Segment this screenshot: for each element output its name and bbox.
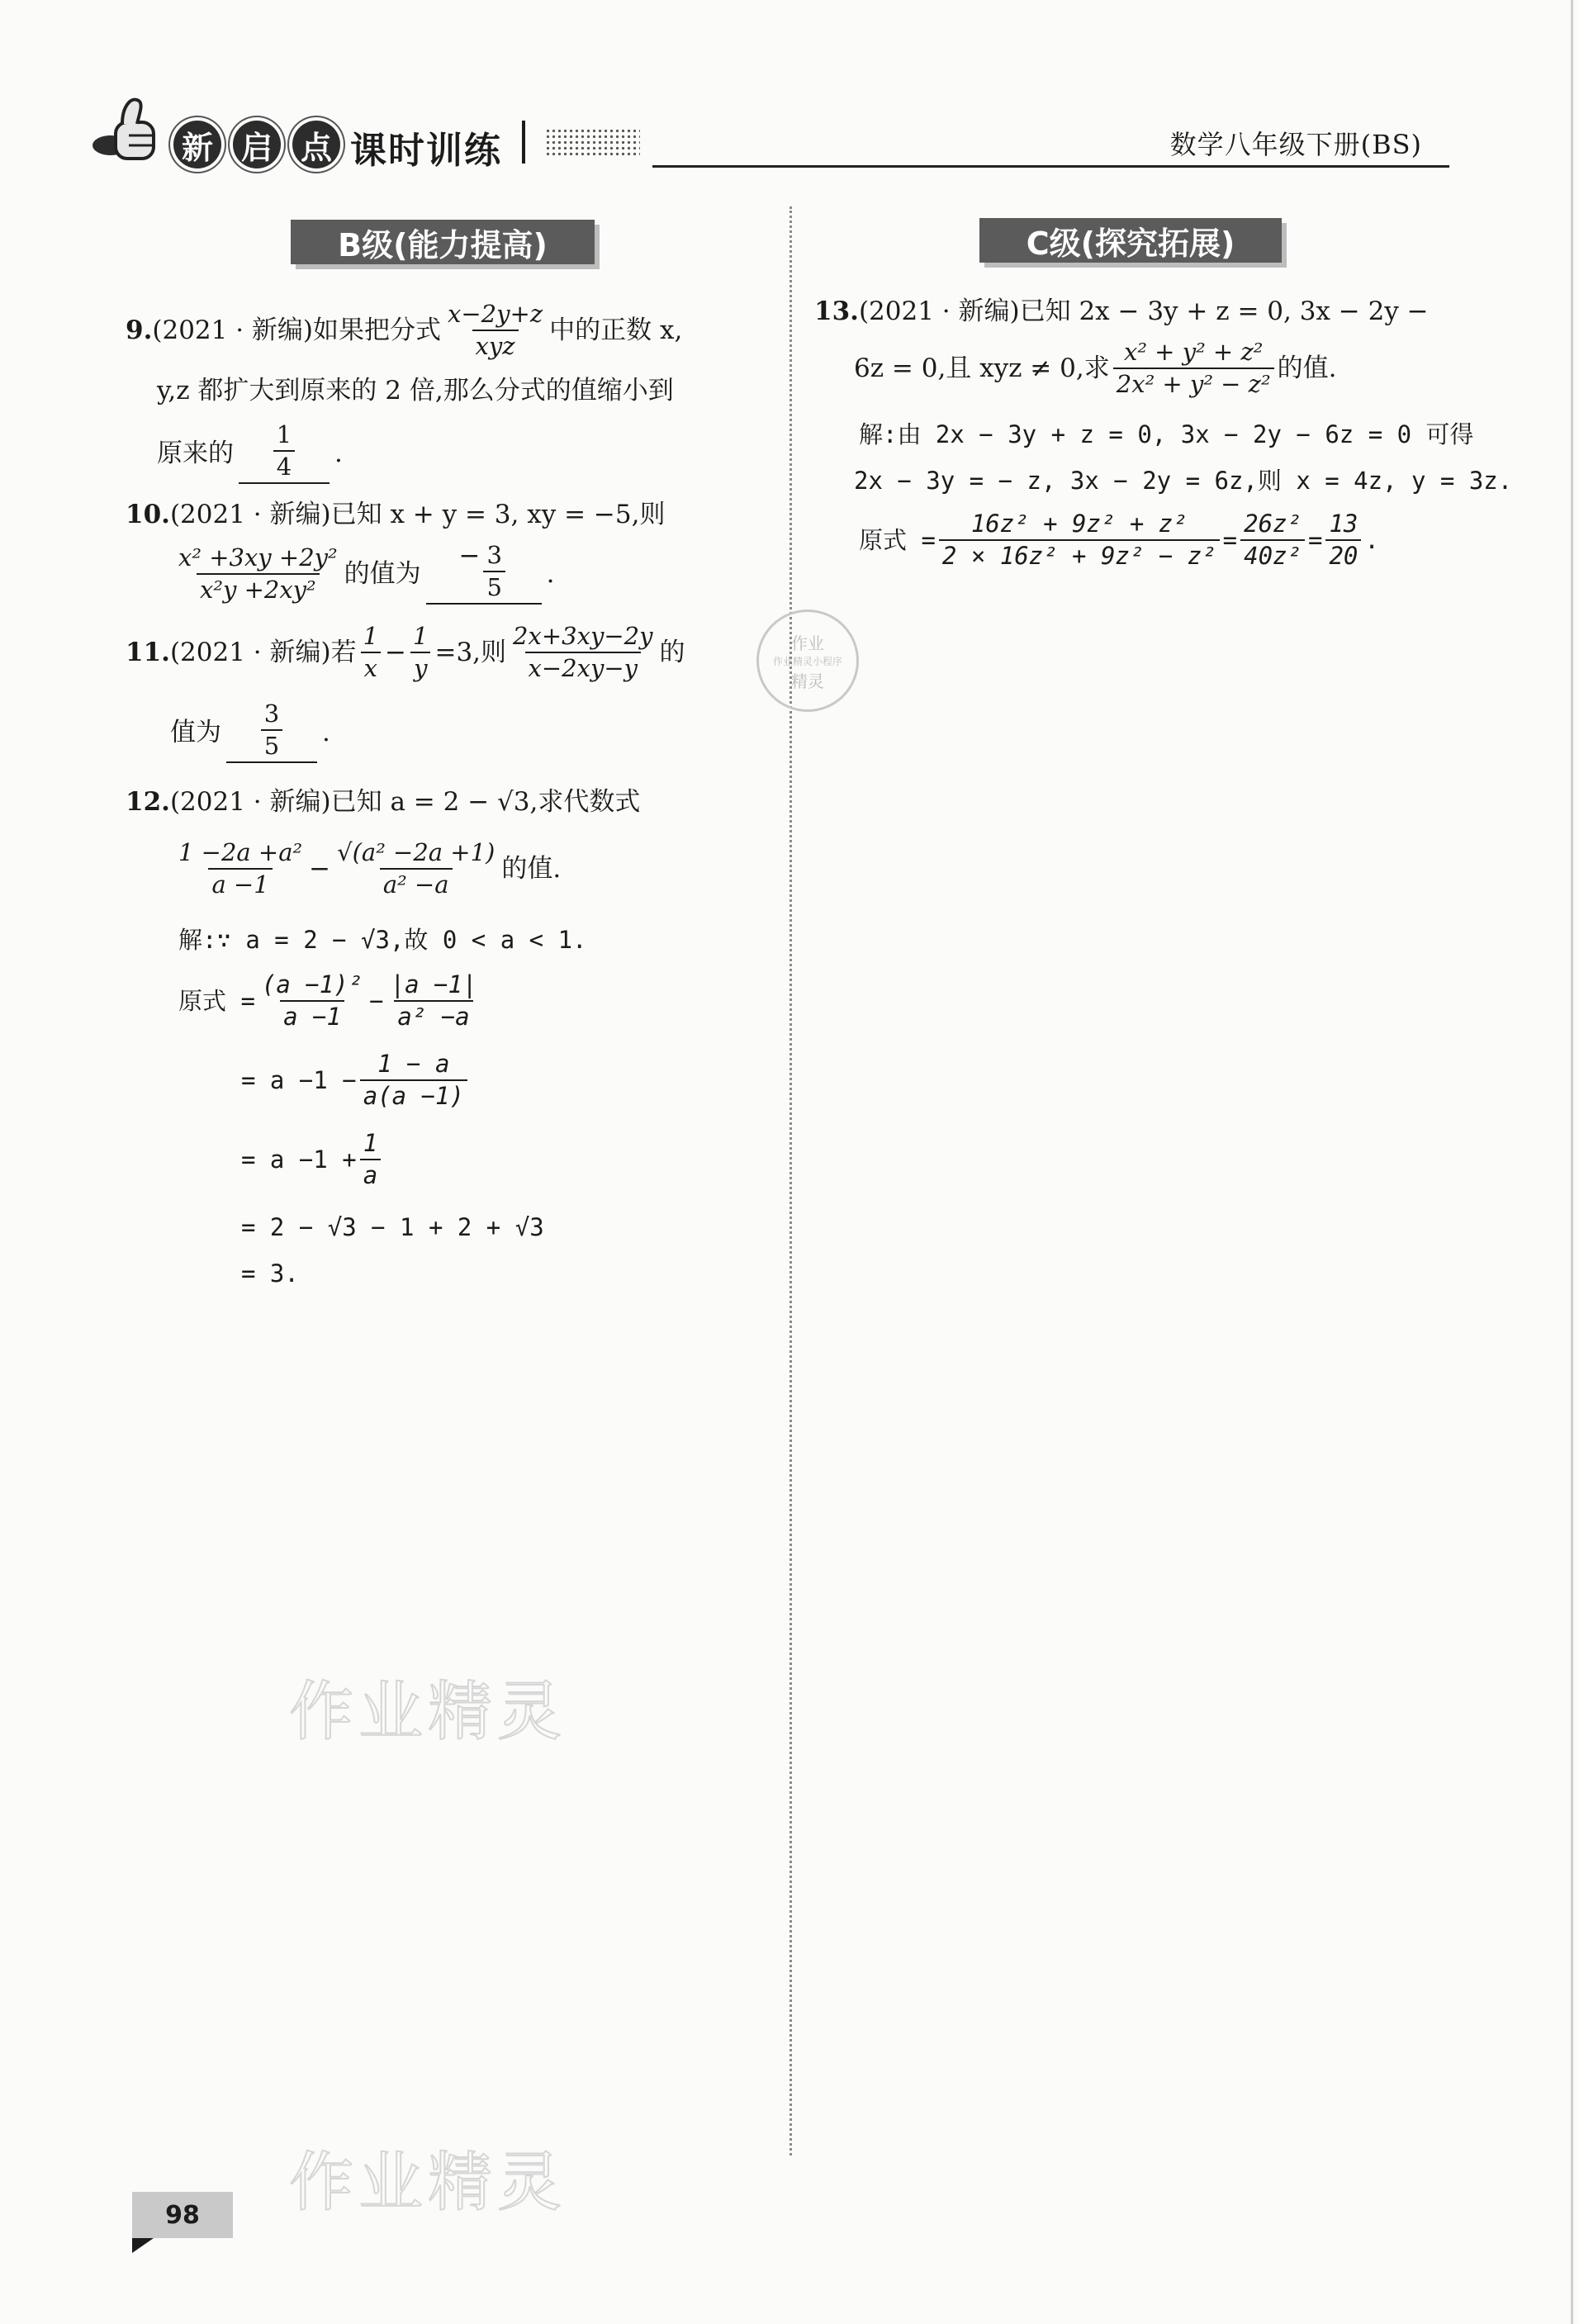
fraction-numerator: 1 − a — [377, 1050, 450, 1078]
fraction-denominator: a −1 — [280, 1000, 344, 1029]
fraction — [258, 970, 366, 1031]
fraction-denominator: a −1 — [208, 868, 272, 897]
fraction — [360, 1052, 467, 1108]
fraction-denominator: 2 × 16z² + 9z² − z² — [939, 539, 1220, 568]
problem-9-line-2: y,z 都扩大到原来的 2 倍,那么分式的值缩小到 — [157, 376, 674, 406]
fraction — [410, 624, 431, 681]
solution-text: = a −1 − — [241, 1065, 357, 1094]
thumbs-up-icon — [86, 91, 165, 170]
problem-text: 6z = 0,且 xyz ≠ 0,求 — [854, 353, 1110, 383]
problem-source: (2021 · 新编) — [169, 787, 331, 817]
solution-13-line-2: 2x − 3y = − z, 3x − 2y = 6z,则 x = 4z, y = 3z. — [854, 467, 1513, 495]
minus-sign: − — [369, 986, 384, 1015]
fraction-numerator: x² +3xy +2y² — [178, 543, 338, 572]
fraction-numerator: 3 — [486, 541, 502, 569]
watermark-stamp — [756, 609, 859, 712]
solution-text: 原式 = — [178, 986, 255, 1015]
problem-text: 的 — [659, 637, 685, 667]
fraction-numerator: x² + y² + z² — [1123, 338, 1264, 366]
answer-fraction — [273, 420, 295, 481]
fraction-denominator: a(a −1) — [360, 1079, 467, 1108]
problem-number: 13. — [814, 296, 859, 326]
problem-11-line-2 — [170, 702, 330, 763]
fraction — [1240, 512, 1305, 568]
problem-10-line-1 — [126, 502, 665, 528]
fraction-denominator: 2x² + y² − z² — [1113, 368, 1274, 396]
answer-fraction — [261, 702, 282, 758]
section-b-label: B级(能力提高) — [291, 220, 595, 264]
fraction — [939, 512, 1220, 568]
problem-text: 已知 a = 2 − √3,求代数式 — [330, 787, 641, 817]
problem-text: 已知 2x − 3y + z = 0, 3x − 2y − — [1019, 296, 1429, 326]
minus-sign: − — [385, 637, 407, 667]
solution-12-line-6: = 3. — [241, 1259, 299, 1288]
fraction-denominator: 40z² — [1240, 539, 1305, 568]
problem-text: 原来的 — [157, 438, 234, 468]
problem-text: 中的正数 x, — [549, 315, 683, 345]
fraction-numerator: 26z² — [1244, 510, 1302, 538]
equals-sign: = — [1307, 525, 1323, 554]
answer-fraction — [483, 543, 505, 600]
solution-12-line-4 — [241, 1131, 384, 1188]
solution-12-line-3 — [241, 1052, 471, 1108]
problem-number: 11. — [126, 637, 170, 667]
answer-sign: − — [458, 541, 481, 571]
fraction-denominator: 5 — [483, 571, 505, 600]
fraction — [360, 1131, 381, 1188]
equals-sign: = — [1222, 525, 1238, 554]
problem-text: 的值. — [501, 853, 562, 884]
fraction — [334, 838, 498, 899]
brand-char-1: 新 — [173, 121, 221, 168]
solution-13-line-1: 解:由 2x − 3y + z = 0, 3x − 2y − 6z = 0 可得 — [859, 420, 1474, 448]
solution-12-line-1: 解:∵ a = 2 − √3,故 0 < a < 1. — [178, 926, 587, 954]
fraction-denominator: a — [360, 1159, 381, 1188]
problem-13-line-2 — [854, 340, 1336, 396]
header-rule — [652, 165, 1449, 168]
fraction — [510, 624, 656, 681]
problem-12-line-2 — [172, 838, 562, 899]
fraction-numerator: 3 — [263, 700, 280, 728]
problem-source: (2021 · 新编) — [858, 296, 1020, 326]
fraction — [175, 838, 306, 899]
problem-source: (2021 · 新编) — [169, 637, 331, 667]
section-c-label: C级(探究拓展) — [979, 218, 1282, 263]
fraction — [1325, 512, 1361, 568]
solution-12-line-5: = 2 − √3 − 1 + 2 + √3 — [241, 1213, 544, 1241]
problem-number: 10. — [126, 500, 170, 529]
fraction-numerator: 13 — [1329, 510, 1359, 538]
fraction-numerator: 1 −2a +a² — [178, 838, 303, 866]
header-divider — [522, 121, 525, 164]
book-label: 数学八年级下册(BS) — [1169, 129, 1422, 160]
problem-text: 的值为 — [344, 558, 421, 589]
fraction-denominator: xyz — [472, 330, 519, 358]
answer-blank — [226, 702, 317, 763]
answer-blank — [426, 543, 542, 605]
problem-10-line-2 — [172, 543, 555, 605]
watermark-text: 作业精灵 — [289, 2146, 567, 2220]
stamp-text: 作业 — [791, 633, 824, 653]
fraction — [175, 543, 341, 604]
problem-number: 12. — [126, 787, 170, 817]
problem-text: . — [334, 438, 343, 468]
page-number: 98 — [132, 2192, 233, 2238]
solution-text: 原式 = — [859, 525, 936, 554]
problem-9-line-1 — [126, 302, 682, 358]
problem-13-line-1 — [814, 296, 1429, 326]
solution-text: . — [1364, 525, 1379, 554]
problem-text: 的值. — [1277, 353, 1337, 383]
column-separator — [790, 206, 792, 2156]
problem-text: =3,则 — [434, 637, 507, 667]
fraction — [360, 624, 382, 681]
header-dot-pattern — [545, 128, 640, 158]
problem-12-line-1 — [126, 787, 641, 817]
page-edge — [1571, 0, 1573, 2324]
solution-text: = a −1 + — [241, 1145, 357, 1174]
problem-text: 值为 — [170, 717, 221, 747]
fraction-numerator: √(a² −2a +1) — [337, 838, 496, 866]
fraction-numerator: 16z² + 9z² + z² — [970, 510, 1188, 538]
fraction — [387, 970, 481, 1031]
problem-text: 如果把分式 — [313, 315, 442, 345]
problem-text: 若 — [330, 637, 357, 667]
fraction-denominator: x²y +2xy² — [197, 573, 320, 602]
solution-13-line-3 — [859, 512, 1379, 568]
fraction-numerator: (a −1)² — [261, 970, 363, 998]
fraction-denominator: y — [410, 652, 430, 681]
fraction-denominator: a² −a — [380, 868, 453, 897]
fraction-denominator: x — [361, 652, 381, 681]
problem-number: 9. — [126, 315, 153, 345]
fraction-numerator: 1 — [413, 622, 429, 650]
fraction-numerator: x−2y+z — [448, 300, 543, 328]
fraction-numerator: 1 — [363, 622, 379, 650]
fraction-denominator: 5 — [261, 729, 282, 758]
brand-char-3: 点 — [292, 121, 340, 168]
brand-title: 课时训练 — [350, 130, 502, 172]
fraction-denominator: x−2xy−y — [525, 652, 642, 681]
problem-11-line-1 — [126, 624, 685, 681]
minus-sign: − — [309, 853, 331, 884]
fraction-numerator: 1 — [276, 420, 292, 448]
page-number-tab-icon — [132, 2238, 154, 2253]
answer-blank — [239, 420, 330, 484]
fraction-numerator: 2x+3xy−2y — [513, 622, 653, 650]
fraction-denominator: 4 — [273, 450, 295, 479]
fraction-numerator: 1 — [363, 1129, 378, 1157]
fraction-denominator: a² −a — [394, 1000, 472, 1029]
solution-12-line-2 — [178, 970, 483, 1031]
problem-text: 已知 x + y = 3, xy = −5,则 — [330, 500, 666, 529]
fraction — [1113, 340, 1274, 396]
problem-text: . — [322, 717, 330, 747]
fraction — [444, 302, 546, 358]
watermark-text: 作业精灵 — [289, 1675, 567, 1749]
problem-source: (2021 · 新编) — [169, 500, 331, 529]
problem-text: . — [546, 558, 555, 589]
problem-9-line-3 — [157, 420, 343, 484]
stamp-text: 精灵 — [791, 671, 824, 691]
fraction-numerator: |a −1| — [390, 970, 477, 998]
fraction-denominator: 20 — [1325, 539, 1361, 568]
problem-source: (2021 · 新编) — [152, 315, 314, 345]
brand-char-2: 启 — [233, 121, 281, 168]
stamp-text: 作业精灵小程序 — [772, 655, 842, 667]
